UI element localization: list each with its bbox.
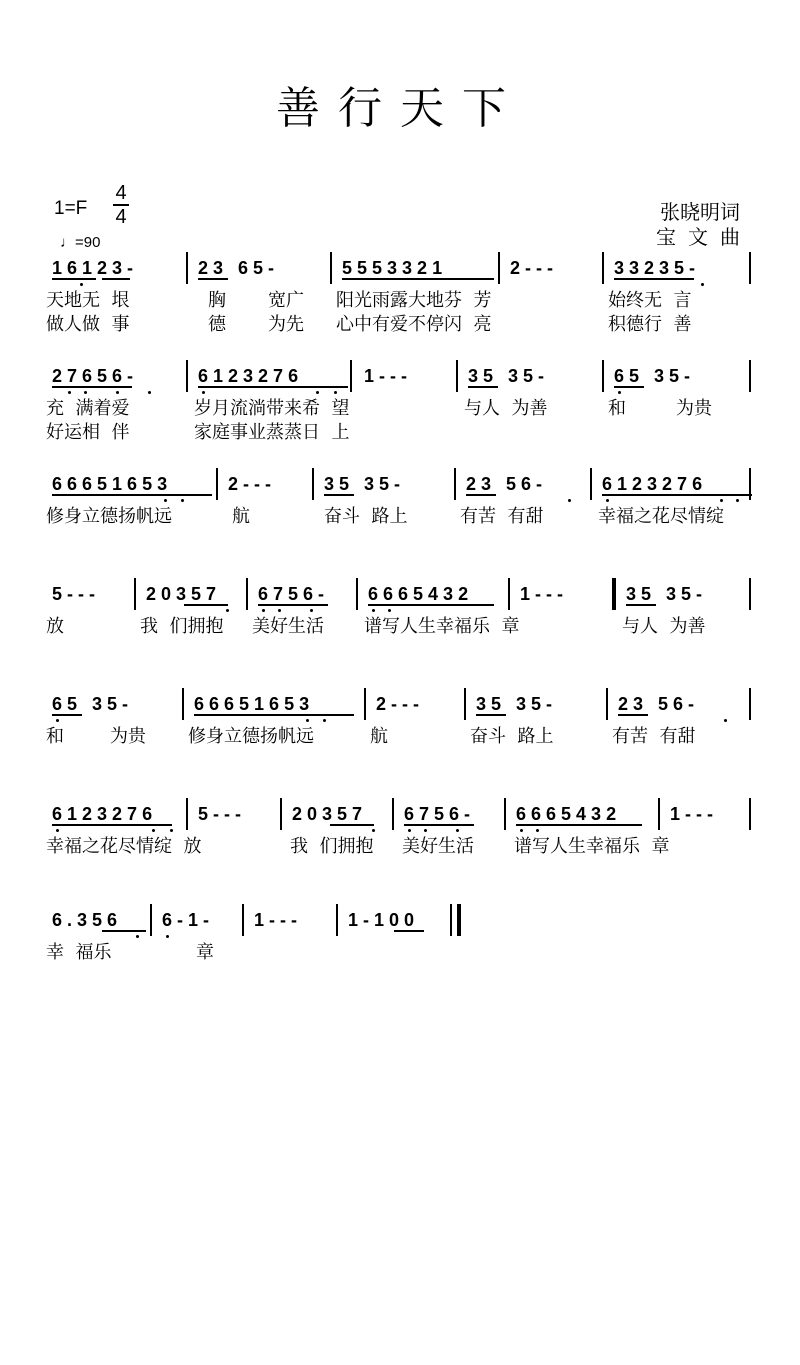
credits	[656, 200, 752, 250]
score-line-5	[46, 688, 752, 746]
beam	[52, 494, 212, 496]
measure-2: 6 - 1 -	[162, 910, 210, 930]
beam	[52, 278, 96, 280]
measure-5: 2 3 5 6 -	[618, 694, 695, 714]
lyric: 做人做 事	[46, 314, 130, 335]
lyric: 美好生活	[402, 836, 474, 857]
lyrics-verse-1	[46, 394, 752, 418]
measure-1: 6 1 2 3 2 7 6	[52, 804, 153, 824]
lyric: 和	[608, 398, 626, 419]
bar-line	[749, 360, 751, 392]
measure-4: 1 - 1 0 0	[348, 910, 415, 930]
bar-line	[150, 904, 152, 936]
measure-3: 1 - - -	[364, 366, 407, 386]
measure-3: 3 5 3 5 -	[324, 474, 401, 494]
lyrics-verse-2	[46, 310, 752, 334]
bar-line	[134, 578, 136, 610]
lyric: 充 满着爱	[46, 398, 130, 419]
beam	[52, 824, 172, 826]
bar-line	[454, 468, 456, 500]
score-line-2	[46, 360, 752, 442]
notation-row	[46, 252, 752, 286]
notation-row	[46, 578, 752, 612]
bar-line	[186, 360, 188, 392]
bar-line	[186, 252, 188, 284]
measure-4: 2 - - -	[510, 258, 553, 278]
measure-5: 6 1 2 3 2 7 6	[602, 474, 703, 494]
beam	[52, 714, 82, 716]
bar-line	[456, 360, 458, 392]
bar-line	[602, 360, 604, 392]
bar-line	[246, 578, 248, 610]
bar-line	[364, 688, 366, 720]
beam	[184, 604, 228, 606]
lyric: 宽广	[268, 290, 304, 311]
lyric: 为贵	[676, 398, 712, 419]
beam	[618, 714, 648, 716]
lyrics-verse-1	[46, 286, 752, 310]
beam	[614, 278, 694, 280]
lyric: 有苦 有甜	[612, 726, 696, 747]
lyric: 有苦 有甜	[460, 506, 544, 527]
lyric: 美好生活	[252, 616, 324, 637]
beam	[324, 494, 354, 496]
measure-3: 2 0 3 5 7	[292, 804, 363, 824]
beam	[368, 604, 494, 606]
lyric: 航	[232, 506, 250, 527]
lyrics-verse-2	[46, 418, 752, 442]
bar-line	[658, 798, 660, 830]
beam	[468, 386, 498, 388]
bar-line	[242, 904, 244, 936]
lyric: 德	[208, 314, 226, 335]
bar-line	[280, 798, 282, 830]
composer-credit: 宝文曲	[656, 225, 752, 249]
measure-1: 6 5 3 5 -	[52, 694, 129, 714]
quarter-note-icon: ♩	[60, 234, 75, 251]
beam	[476, 714, 506, 716]
lyric: 天地无 垠	[46, 290, 130, 311]
measure-4: 6 6 6 5 4 3 2	[368, 584, 469, 604]
lyric: 我 们拥抱	[290, 836, 374, 857]
beam	[394, 930, 424, 932]
lyric: 修身立德扬帆远	[188, 726, 314, 747]
bar-line	[464, 688, 466, 720]
measure-3: 5 5 5 3 3 2 1	[342, 258, 443, 278]
measure-2: 2 - - -	[228, 474, 271, 494]
measure-1: 6 6 6 5 1 6 5 3	[52, 474, 168, 494]
lyric: 阳光雨露大地芬 芳	[336, 290, 492, 311]
lyrics-verse-1	[46, 612, 752, 636]
measure-4: 2 3 5 6 -	[466, 474, 543, 494]
notation-row	[46, 688, 752, 722]
lyrics-verse-1	[46, 722, 752, 746]
measure-6: 3 5 3 5 -	[626, 584, 703, 604]
bar-line	[392, 798, 394, 830]
bar-line	[606, 688, 608, 720]
time-signature	[112, 182, 130, 228]
notation-row	[46, 904, 752, 938]
lyric: 谱写人生幸福乐 章	[514, 836, 670, 857]
lyric: 为贵	[110, 726, 146, 747]
beam	[102, 930, 146, 932]
bar-line	[330, 252, 332, 284]
measure-1: 2 7 6 5 6 -	[52, 366, 134, 386]
beam	[516, 824, 642, 826]
lyric: 心中有爱不停闪 亮	[336, 314, 492, 335]
lyric: 为先	[268, 314, 304, 335]
bar-line	[504, 798, 506, 830]
score-line-6	[46, 798, 752, 856]
bar-line	[602, 252, 604, 284]
measure-2: 6 1 2 3 2 7 6	[198, 366, 299, 386]
measure-2: 2 3 6 5 -	[198, 258, 275, 278]
tempo-marking	[60, 234, 100, 251]
bar-line	[356, 578, 358, 610]
beam	[602, 494, 752, 496]
lyricist-credit: 张晓明词	[660, 200, 740, 224]
key-signature: 1=F	[54, 198, 88, 219]
bar-line	[508, 578, 510, 610]
measure-1: 1 6 1 2 3 -	[52, 258, 134, 278]
measure-1: 6 . 3 5 6	[52, 910, 118, 930]
beam	[626, 604, 656, 606]
beam	[258, 604, 328, 606]
lyric: 修身立德扬帆远	[46, 506, 172, 527]
score-line-4	[46, 578, 752, 636]
beam	[614, 386, 644, 388]
lyric: 和	[46, 726, 64, 747]
measure-5: 1 - - -	[520, 584, 563, 604]
bar-line	[498, 252, 500, 284]
bar-line	[350, 360, 352, 392]
song-title: 善行天下	[276, 83, 524, 134]
lyric: 好运相 伴	[46, 422, 130, 443]
lyric: 岁月流淌带来希 望	[194, 398, 350, 419]
beam	[52, 386, 132, 388]
bar-line	[182, 688, 184, 720]
bar-line	[749, 252, 751, 284]
notation-row	[46, 360, 752, 394]
measure-4: 3 5 3 5 -	[476, 694, 553, 714]
time-signature-top: 4	[115, 182, 127, 204]
bar-line	[590, 468, 592, 500]
lyrics-verse-1	[46, 832, 752, 856]
beam	[330, 824, 374, 826]
lyric: 始终无 言	[608, 290, 692, 311]
tempo-value: =90	[75, 234, 101, 251]
lyric: 幸福之花尽情绽	[598, 506, 724, 527]
measure-4: 3 5 3 5 -	[468, 366, 545, 386]
lyrics-verse-1	[46, 502, 752, 526]
measure-1: 5 - - -	[52, 584, 95, 604]
beam	[194, 714, 354, 716]
beam	[198, 278, 228, 280]
beam	[466, 494, 496, 496]
lyric: 积德行 善	[608, 314, 692, 335]
lyric: 奋斗 路上	[324, 506, 408, 527]
measure-2: 5 - - -	[198, 804, 241, 824]
bar-line	[216, 468, 218, 500]
repeat-bar	[612, 578, 616, 610]
lyric: 放	[46, 616, 64, 637]
measure-6: 1 - - -	[670, 804, 713, 824]
lyric: 谱写人生幸福乐 章	[364, 616, 520, 637]
score-line-3	[46, 468, 752, 526]
measure-5: 6 5 3 5 -	[614, 366, 691, 386]
bar-line	[312, 468, 314, 500]
bar-line	[749, 798, 751, 830]
lyric: 奋斗 路上	[470, 726, 554, 747]
measure-2: 6 6 6 5 1 6 5 3	[194, 694, 310, 714]
measure-5: 3 3 2 3 5 -	[614, 258, 696, 278]
lyric: 家庭事业蒸蒸日 上	[194, 422, 350, 443]
lyric: 与人 为善	[464, 398, 548, 419]
score-line-7	[46, 904, 752, 962]
bar-line	[450, 904, 452, 936]
lyric: 航	[370, 726, 388, 747]
final-bar	[457, 904, 461, 936]
measure-3: 1 - - -	[254, 910, 297, 930]
beam	[102, 278, 130, 280]
bar-line	[336, 904, 338, 936]
measure-2: 2 0 3 5 7	[146, 584, 217, 604]
lyrics-verse-1	[46, 938, 752, 962]
beam	[404, 824, 474, 826]
bar-line	[186, 798, 188, 830]
lyric: 与人 为善	[622, 616, 706, 637]
measure-3: 6 7 5 6 -	[258, 584, 325, 604]
lyric: 我 们拥抱	[140, 616, 224, 637]
score-line-1	[46, 252, 752, 334]
measure-5: 6 6 6 5 4 3 2	[516, 804, 617, 824]
notation-row	[46, 798, 752, 832]
measure-4: 6 7 5 6 -	[404, 804, 471, 824]
bar-line	[749, 578, 751, 610]
lyric: 幸福之花尽情绽 放	[46, 836, 202, 857]
lyric: 幸 福乐	[46, 942, 112, 963]
notation-row	[46, 468, 752, 502]
beam	[198, 386, 348, 388]
time-signature-bottom: 4	[115, 205, 127, 228]
bar-line	[749, 688, 751, 720]
measure-3: 2 - - -	[376, 694, 419, 714]
lyric: 胸	[208, 290, 226, 311]
beam	[342, 278, 494, 280]
lyric: 章	[196, 942, 214, 963]
